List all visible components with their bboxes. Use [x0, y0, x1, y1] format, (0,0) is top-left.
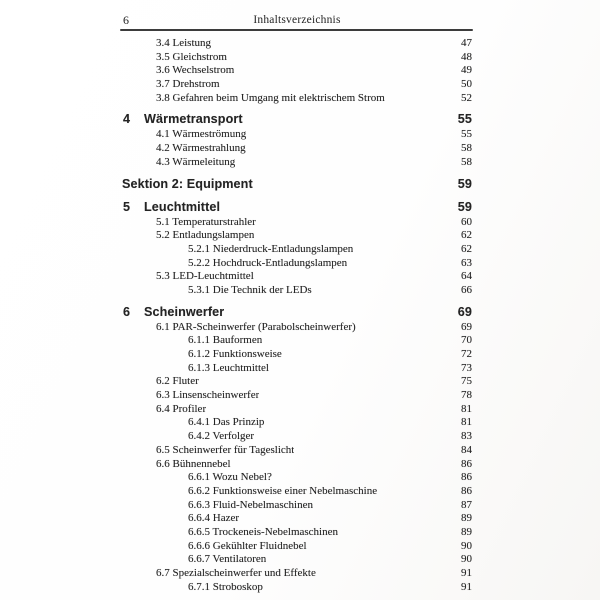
toc-entry: [122, 37, 472, 51]
chapter-title: Scheinwerfer: [144, 304, 225, 319]
toc-entry: [122, 156, 472, 170]
toc-section-heading: [122, 176, 472, 193]
toc-page-number: 55: [461, 128, 472, 141]
toc-page-number: 90: [461, 553, 472, 566]
toc-entry: [122, 78, 472, 92]
toc-entry-label: 3.4 Leistung: [156, 37, 211, 49]
toc-entry: [122, 430, 472, 444]
toc-page-number: 62: [461, 242, 472, 255]
toc-page-number: 86: [461, 457, 472, 470]
toc-entry: [122, 444, 472, 458]
toc-page-number: 59: [457, 199, 472, 214]
toc-page-number: 55: [457, 112, 472, 127]
toc-entry: [122, 321, 472, 335]
toc-page-number: 58: [461, 155, 472, 168]
toc-page-number: 69: [461, 320, 472, 333]
toc-page-number: 87: [461, 498, 472, 511]
toc-entry: [122, 499, 472, 513]
toc-entry-label: 3.6 Wechselstrom: [156, 64, 235, 77]
toc-chapter-heading: [122, 199, 472, 216]
toc-entry: [122, 334, 472, 348]
toc-entry: [122, 375, 472, 389]
toc-entry-label: [122, 111, 243, 128]
toc-entry: [122, 416, 472, 430]
toc-page-number: 47: [461, 37, 472, 49]
chapter-title: Leuchtmittel: [144, 199, 221, 214]
toc-entry-label: 5.1 Temperaturstrahler: [156, 215, 256, 228]
toc-page-number: 66: [461, 283, 472, 296]
toc-page-number: 48: [461, 50, 472, 63]
toc-entry-label: 6.1.2 Funktionsweise: [188, 348, 282, 360]
toc-entry: [122, 512, 472, 526]
toc-entry-label: 6.6.1 Wozu Nebel?: [188, 471, 272, 484]
toc-page-number: 63: [461, 256, 472, 269]
toc-entry: [122, 270, 472, 284]
toc-entry: [122, 581, 472, 595]
toc-entry-label: 6.6.3 Fluid-Nebelmaschinen: [188, 498, 313, 511]
toc-list: [122, 37, 472, 594]
toc-entry: [122, 128, 472, 142]
toc-page-number: 89: [461, 512, 472, 525]
toc-entry: [122, 92, 472, 106]
toc-page-number: 49: [461, 64, 472, 77]
toc-entry: [122, 51, 472, 65]
toc-entry: [122, 389, 472, 403]
toc-entry: [122, 485, 472, 499]
toc-entry-label: 6.6.4 Hazer: [188, 512, 240, 525]
toc-entry: [122, 526, 472, 540]
toc-entry: [122, 257, 472, 271]
toc-page-number: 50: [461, 78, 472, 91]
toc-page-number: 83: [461, 430, 472, 443]
toc-page-number: 72: [461, 348, 472, 360]
toc-page-number: 70: [461, 334, 472, 347]
toc-page-number: 89: [461, 525, 472, 538]
toc-page-number: 62: [461, 229, 472, 242]
toc-entry-label: 6.4.1 Das Prinzip: [188, 416, 265, 429]
toc-entry-label: 6.7.1 Stroboskop: [188, 580, 263, 593]
toc-page-number: 73: [461, 361, 472, 374]
toc-entry-label: 6.2 Fluter: [156, 375, 199, 388]
toc-page-number: 90: [461, 539, 472, 552]
toc-entry-label: 5.2.2 Hochdruck-Entladungslampen: [188, 256, 348, 269]
toc-page-number: 78: [461, 389, 472, 402]
toc-entry-label: 6.6.5 Trockeneis-Nebelmaschinen: [188, 525, 338, 538]
chapter-number: 4: [123, 112, 131, 127]
toc-chapter-heading: [122, 304, 472, 321]
toc-page-number: 84: [461, 443, 472, 456]
toc-entry-label: 3.7 Drehstrom: [156, 78, 220, 91]
toc-page-number: 86: [461, 484, 472, 497]
toc-entry-label: 3.5 Gleichstrom: [156, 50, 227, 63]
toc-entry: [122, 471, 472, 485]
toc-entry: [122, 348, 472, 362]
chapter-title: Wärmetransport: [144, 112, 243, 127]
toc-entry-label: [122, 199, 220, 216]
toc-entry: [122, 567, 472, 581]
page-header: [122, 13, 472, 29]
toc-page-number: 59: [457, 176, 472, 191]
toc-page-number: 64: [461, 270, 472, 283]
toc-page-number: 60: [461, 215, 472, 228]
toc-entry: [122, 216, 472, 230]
toc-entry-label: 6.6.7 Ventilatoren: [188, 553, 267, 566]
toc-entry: [122, 362, 472, 376]
chapter-number: 6: [123, 304, 131, 319]
chapter-number: 5: [123, 199, 131, 214]
page-number: 6: [123, 13, 130, 27]
toc-page-number: 75: [461, 375, 472, 388]
toc-entry: [122, 142, 472, 156]
toc-entry-label: [122, 304, 224, 321]
toc-entry-label: 6.1.3 Leuchtmittel: [188, 361, 269, 374]
toc-page-number: 81: [461, 402, 472, 415]
header-rule: [120, 29, 473, 31]
toc-entry: [122, 243, 472, 257]
toc-entry-label: 5.3.1 Die Technik der LEDs: [188, 283, 312, 296]
toc-entry-label: 3.8 Gefahren beim Umgang mit elektrischem Strom: [156, 91, 385, 104]
toc-entry-label: 4.2 Wärmestrahlung: [156, 142, 246, 155]
toc-entry-label: 6.1.1 Bauformen: [188, 334, 263, 347]
toc-entry-label: 6.6.2 Funktionsweise einer Nebelmaschine: [188, 484, 378, 497]
toc-entry-label: 6.7 Spezialscheinwerfer und Effekte: [156, 567, 316, 579]
toc-entry-label: 5.2 Entladungslampen: [156, 229, 255, 242]
toc-page-number: 58: [461, 142, 472, 155]
toc-entry: [122, 458, 472, 472]
toc-page-number: 52: [461, 91, 472, 104]
toc-entry: [122, 284, 472, 298]
toc-entry-label: 5.3 LED-Leuchtmittel: [156, 270, 254, 283]
toc-entry-label: 5.2.1 Niederdruck-Entladungslampen: [188, 242, 354, 255]
toc-chapter-heading: [122, 111, 472, 128]
toc-entry-label: 6.6 Bühnennebel: [156, 457, 231, 470]
toc-page-number: 86: [461, 471, 472, 484]
toc-entry-label: 6.1 PAR-Scheinwerfer (Parabolscheinwerfer): [156, 320, 356, 333]
toc-entry: [122, 540, 472, 554]
toc-entry-label: Sektion 2: Equipment: [122, 176, 253, 191]
toc-page-number: 91: [461, 580, 472, 593]
running-title: Inhaltsverzeichnis: [253, 14, 341, 26]
toc-entry-label: 4.1 Wärmeströmung: [156, 128, 247, 141]
toc-entry: [122, 403, 472, 417]
toc-entry-label: 6.5 Scheinwerfer für Tageslicht: [156, 443, 295, 456]
toc-entry-label: 6.4 Profiler: [156, 402, 207, 415]
toc-entry-label: 6.3 Linsenscheinwerfer: [156, 389, 260, 402]
toc-page-number: 81: [461, 416, 472, 429]
toc-entry: [122, 553, 472, 567]
toc-page-number: 91: [461, 567, 472, 579]
toc-entry-label: 6.4.2 Verfolger: [188, 430, 255, 443]
toc-entry-label: 6.6.6 Gekühlter Fluidnebel: [188, 539, 307, 552]
toc-entry-label: 4.3 Wärmeleitung: [156, 155, 236, 168]
toc-entry: [122, 64, 472, 78]
toc-page-number: 69: [457, 304, 472, 319]
toc-entry: [122, 229, 472, 243]
